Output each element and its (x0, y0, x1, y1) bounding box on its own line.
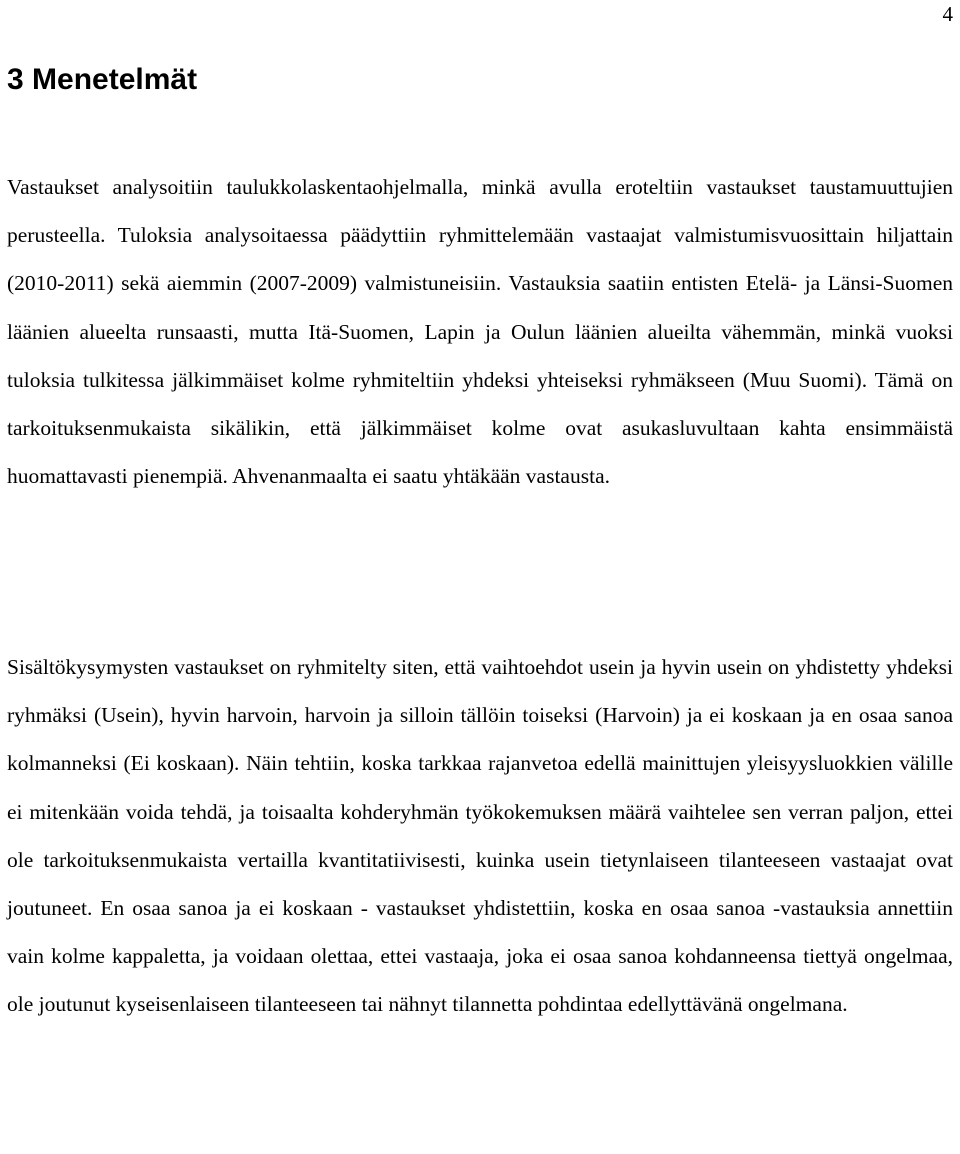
body-paragraph-1: Vastaukset analysoitiin taulukkolaskentaohjelmalla, minkä avulla eroteltiin vastaukset taustamuuttujien perusteella. Tuloksia analysoitaessa päädyttiin ryhmittelemään vastaajat valmistumisvuosittain hiljattain (2010-2011) sekä aiemmin (2007-2009) valmistuneisiin. Vastauksia saatiin entisten Etelä- ja Länsi-Suomen läänien alueelta runsaasti, mutta Itä-Suomen, Lapin ja Oulun läänien alueilta vähemmän, minkä vuoksi tuloksia tulkitessa jälkimmäiset kolme ryhmiteltiin yhdeksi yhteiseksi ryhmäkseen (Muu Suomi). Tämä on tarkoituksenmukaista sikälikin, että jälkimmäiset kolme ovat asukasluvultaan kahta ensimmäistä huomattavasti pienempiä. Ahvenanmaalta ei saatu yhtäkään vastausta. (7, 175, 953, 489)
page-number: 4 (942, 2, 953, 26)
section-heading: 3 Menetelmät (7, 63, 198, 96)
body-paragraph-2: Sisältökysymysten vastaukset on ryhmitelty siten, että vaihtoehdot usein ja hyvin usein on yhdistetty yhdeksi ryhmäksi (Usein), hyvin harvoin, harvoin ja silloin tällöin toiseksi (Harvoin) ja ei koskaan ja en osaa sanoa kolmanneksi (Ei koskaan). Näin tehtiin, koska tarkkaa rajanvetoa edellä mainittujen yleisyysluokkien välille ei mitenkään voida tehdä, ja toisaalta kohderyhmän työkokemuksen määrä vaihtelee sen verran paljon, ettei ole tarkoituksenmukaista vertailla kvantitatiivisesti, kuinka usein tietynlaiseen tilanteeseen vastaajat ovat joutuneet. En osaa sanoa ja ei koskaan - vastaukset yhdistettiin, koska en osaa sanoa -vastauksia annettiin vain kolme kappaletta, ja voidaan olettaa, ettei vastaaja, joka ei osaa sanoa kohdanneensa tiettyä ongelmaa, ole joutunut kyseisenlaiseen tilanteeseen tai nähnyt tilannetta pohdintaa edellyttävänä ongelmana. (7, 655, 953, 1017)
